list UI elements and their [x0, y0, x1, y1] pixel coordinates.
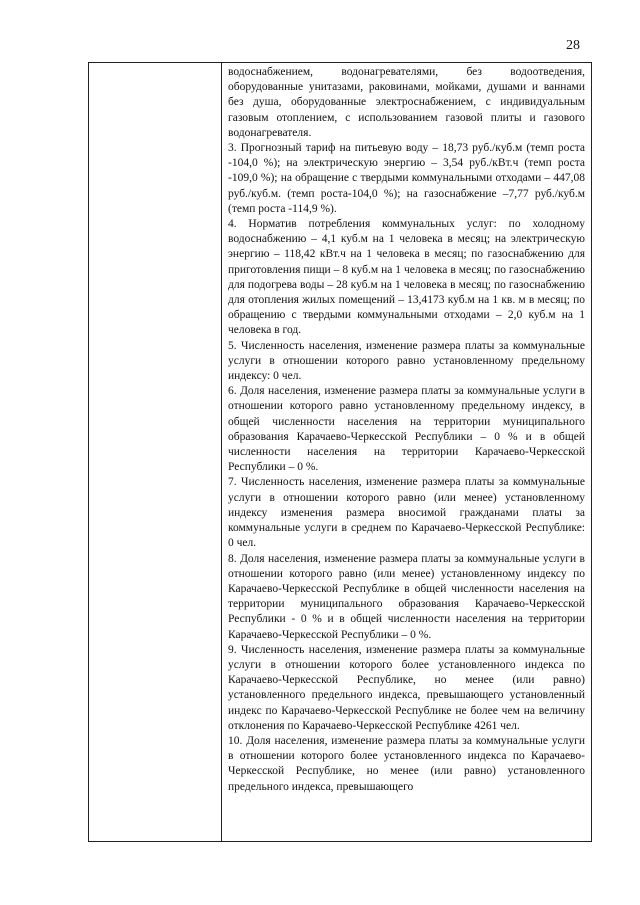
paragraph-4-norms: 4. Норматив потребления коммунальных услуг: по холодному водоснабжению – 4,1 куб.м на 1 человека в месяц; на электрическую энергию – 118,42 кВт.ч на 1 человека в месяц; по газоснабжению для приготовления пищи – 8 куб.м на 1 человека в месяц; по газоснабжению для подогрева воды – 28 куб.м на 1 человека в месяц; по газоснабжению для отопления жилых помещений – 13,4173 куб.м на 1 кв. м в месяц; по обращению с твердыми коммунальными отходами – 2,0 куб.м на 1 человека в год.	[228, 218, 585, 337]
paragraph-intro: водоснабжением, водонагревателями, без водоотведения, оборудованные унитазами, раковинами, мойками, душами и ваннами без душа, оборудованные электроснабжением, с индивидуальным газовым отоплением, с использованием газовой плиты и газового водонагревателя.	[228, 66, 585, 139]
paragraph-8-share: 8. Доля населения, изменение размера платы за коммунальные услуги в отношении которого равно (или менее) установленному индексу по Карачаево-Черкесской Республике в общей численности населения на территории муниципального образования Карачаево-Черкесской Республики - 0 % и в общей численности населения на территории Карачаево-Черкесской Республики – 0 %.	[228, 552, 585, 641]
paragraph-10-share: 10. Доля населения, изменение размера платы за коммунальные услуги в отношении которого более установленного индекса по Карачаево-Черкесской Республике, но менее (или равно) установленного предельного индекса, превышающего	[228, 734, 585, 793]
table-left-column	[89, 63, 222, 841]
table-right-column	[222, 63, 591, 841]
paragraph-7-population: 7. Численность населения, изменение размера платы за коммунальные услуги в отношении которого равно (или менее) установленному индексу изменения размера вносимой гражданами платы за коммунальные услуги в среднем по Карачаево-Черкесской Республике: 0 чел.	[228, 476, 585, 550]
paragraph-5-population: 5. Численность населения, изменение размера платы за коммунальные услуги в отношении которого равно установленному предельному индексу: 0 чел.	[228, 339, 585, 383]
paragraph-9-population: 9. Численность населения, изменение размера платы за коммунальные услуги в отношении которого более установленного индекса по Карачаево-Черкесской Республике, но менее (или равно) установленного предельного индекса, превышающего установленный индекс по Карачаево-Черкесской Республике не более чем на величину отклонения по Карачаево-Черкесской Республике 4261 чел.	[228, 643, 585, 732]
paragraph-3-tariff: 3. Прогнозный тариф на питьевую воду – 18,73 руб./куб.м (темп роста -104,0 %); на электрическую энергию – 3,54 руб./кВт.ч (темп роста -109,0 %); на обращение с твердыми коммунальными отходами – 447,08 руб./куб.м. (темп роста-104,0 %); на газоснабжение –7,77 руб./куб.м (темп роста -114,9 %).	[228, 142, 585, 215]
document-table	[88, 62, 592, 842]
page-number: 28	[566, 38, 580, 53]
paragraph-6-share: 6. Доля населения, изменение размера платы за коммунальные услуги в отношении которого равно установленному предельному индексу, в общей численности населения на территории муниципального образования Карачаево-Черкесской Республики – 0 % и в общей численности населения на территории Карачаево-Черкесской Республики – 0 %.	[228, 385, 585, 474]
